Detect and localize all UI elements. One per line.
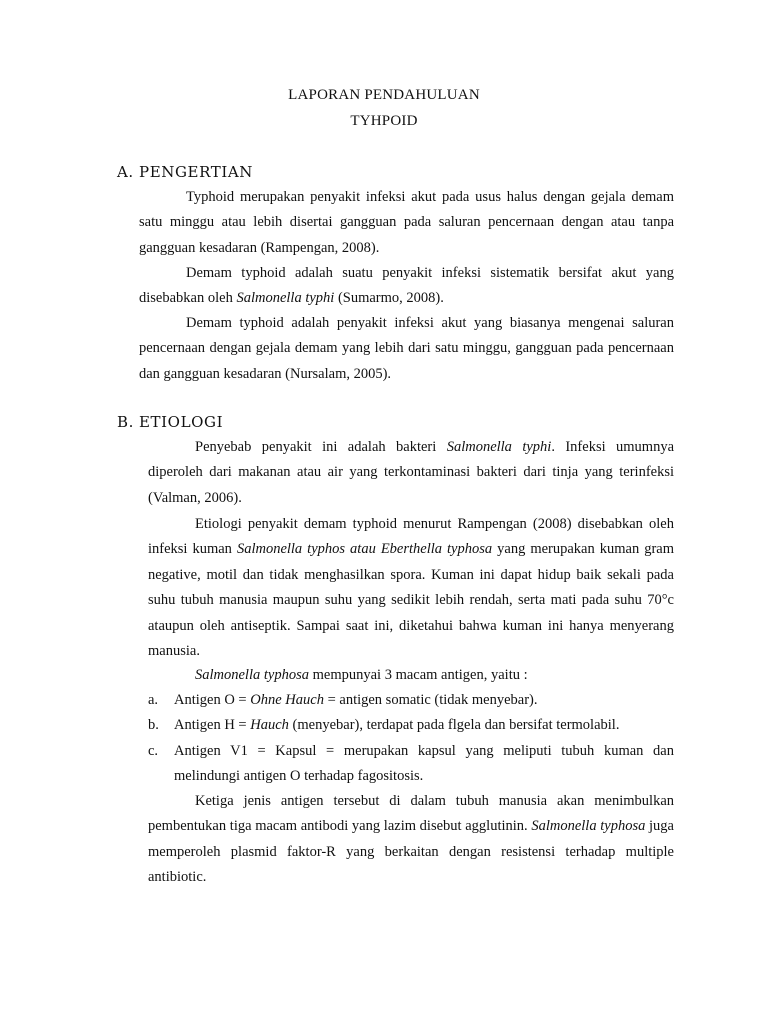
list-marker: c.: [148, 743, 159, 759]
section-b-p2-rest: yang merupakan kuman gram negative, motil dan tidak menghasilkan spora. Kuman ini dapat hidup baik sekali pada suhu tubuh manusia maupun suhu yang sedikit lebih rendah, serta mati pada suhu 70°c ataupun oleh antiseptik. Sampai saat ini, diketahui bahwa kuman ini hanya menyerang manusia.: [148, 541, 674, 660]
section-b-p3-rest: mempunyai 3 macam antigen, yaitu :: [308, 667, 528, 683]
section-a-p2-italic: Salmonella typhi: [236, 290, 335, 307]
list-marker: b.: [148, 717, 159, 733]
list-item-text-rest: = antigen somatic (tidak menyebar).: [323, 692, 538, 708]
section-a-title: PENGERTIAN: [139, 163, 254, 181]
list-item-body: [174, 713, 674, 738]
section-b-p4-rest: juga memperoleh plasmid faktor-R yang berkaitan dengan resistensi terhadap multiple antibiotic.: [148, 818, 674, 886]
section-a-paragraph-3: Demam typhoid adalah penyakit infeksi akut yang biasanya mengenai saluran pencernaan dengan gejala demam yang lebih dari satu minggu, gangguan pada pencernaan dan gangguan kesadaran (Nursalam, 2005).: [139, 315, 674, 382]
section-a-paragraph-2: [139, 261, 674, 312]
section-b-p3-italic: Salmonella typhosa: [195, 667, 309, 683]
section-a-letter: A.: [117, 163, 134, 181]
list-marker: a.: [148, 692, 159, 708]
list-item-text-rest: (menyebar), terdapat pada flgela dan bersifat termolabil.: [288, 717, 620, 733]
section-b-paragraph-4: [148, 789, 674, 891]
list-item-text: Antigen H =: [174, 717, 251, 733]
list-item-italic: Ohne Hauch: [250, 692, 324, 708]
section-b-p1-rest: . Infeksi umumnya diperoleh dari makanan atau air yang terkontaminasi bakteri dari tinja yang terinfeksi (Valman, 2006).: [148, 439, 674, 506]
section-b-paragraph-3: [148, 663, 674, 688]
section-a-heading: [117, 163, 253, 181]
section-a-paragraph-1: Typhoid merupakan penyakit infeksi akut pada usus halus dengan gejala demam satu minggu atau lebih disertai gangguan pada saluran pencernaan dengan atau tanpa gangguan kesadaran (Rampengan, 2008).: [139, 189, 674, 256]
section-b-letter: B.: [117, 413, 134, 431]
list-item-body: [174, 739, 674, 790]
section-b-paragraph-1: [148, 435, 674, 511]
section-a-p2-text: Demam typhoid adalah suatu penyakit infeksi sistematik bersifat akut yang disebabkan oleh: [139, 265, 674, 307]
section-b-paragraph-2: [148, 512, 674, 664]
section-b-p2-text: Etiologi penyakit demam typhoid menurut Rampengan (2008) disebabkan oleh infeksi kuman: [148, 516, 674, 558]
list-item-italic: Hauch: [250, 717, 289, 733]
section-b-heading: [117, 413, 223, 431]
document-title: LAPORAN PENDAHULUAN: [288, 87, 480, 103]
section-b-title: ETIOLOGI: [139, 413, 224, 431]
document-subtitle: TYHPOID: [350, 113, 418, 129]
antigen-list-item-a: [148, 688, 674, 713]
list-item-text: Antigen V1 = Kapsul = merupakan kapsul yang meliputi tubuh kuman dan melindungi antigen O terhadap fagositosis.: [174, 743, 674, 785]
section-b-p2-italic: Salmonella typhos atau Eberthella typhosa: [236, 541, 493, 558]
section-b-p1-text: Penyebab penyakit ini adalah bakteri: [195, 439, 447, 455]
section-a-p2-citation: (Sumarmo, 2008).: [334, 290, 444, 307]
section-b-p4-italic: Salmonella typhosa: [531, 818, 646, 835]
antigen-list-item-b: [148, 713, 674, 738]
section-b-p1-italic: Salmonella typhi: [446, 439, 552, 455]
antigen-list-item-c: [148, 739, 674, 790]
section-b-p4-text: Ketiga jenis antigen tersebut di dalam tubuh manusia akan menimbulkan pembentukan tiga macam antibodi yang lazim disebut agglutinin.: [148, 793, 674, 835]
list-item-body: [174, 688, 674, 713]
list-item-text: Antigen O =: [174, 692, 251, 708]
